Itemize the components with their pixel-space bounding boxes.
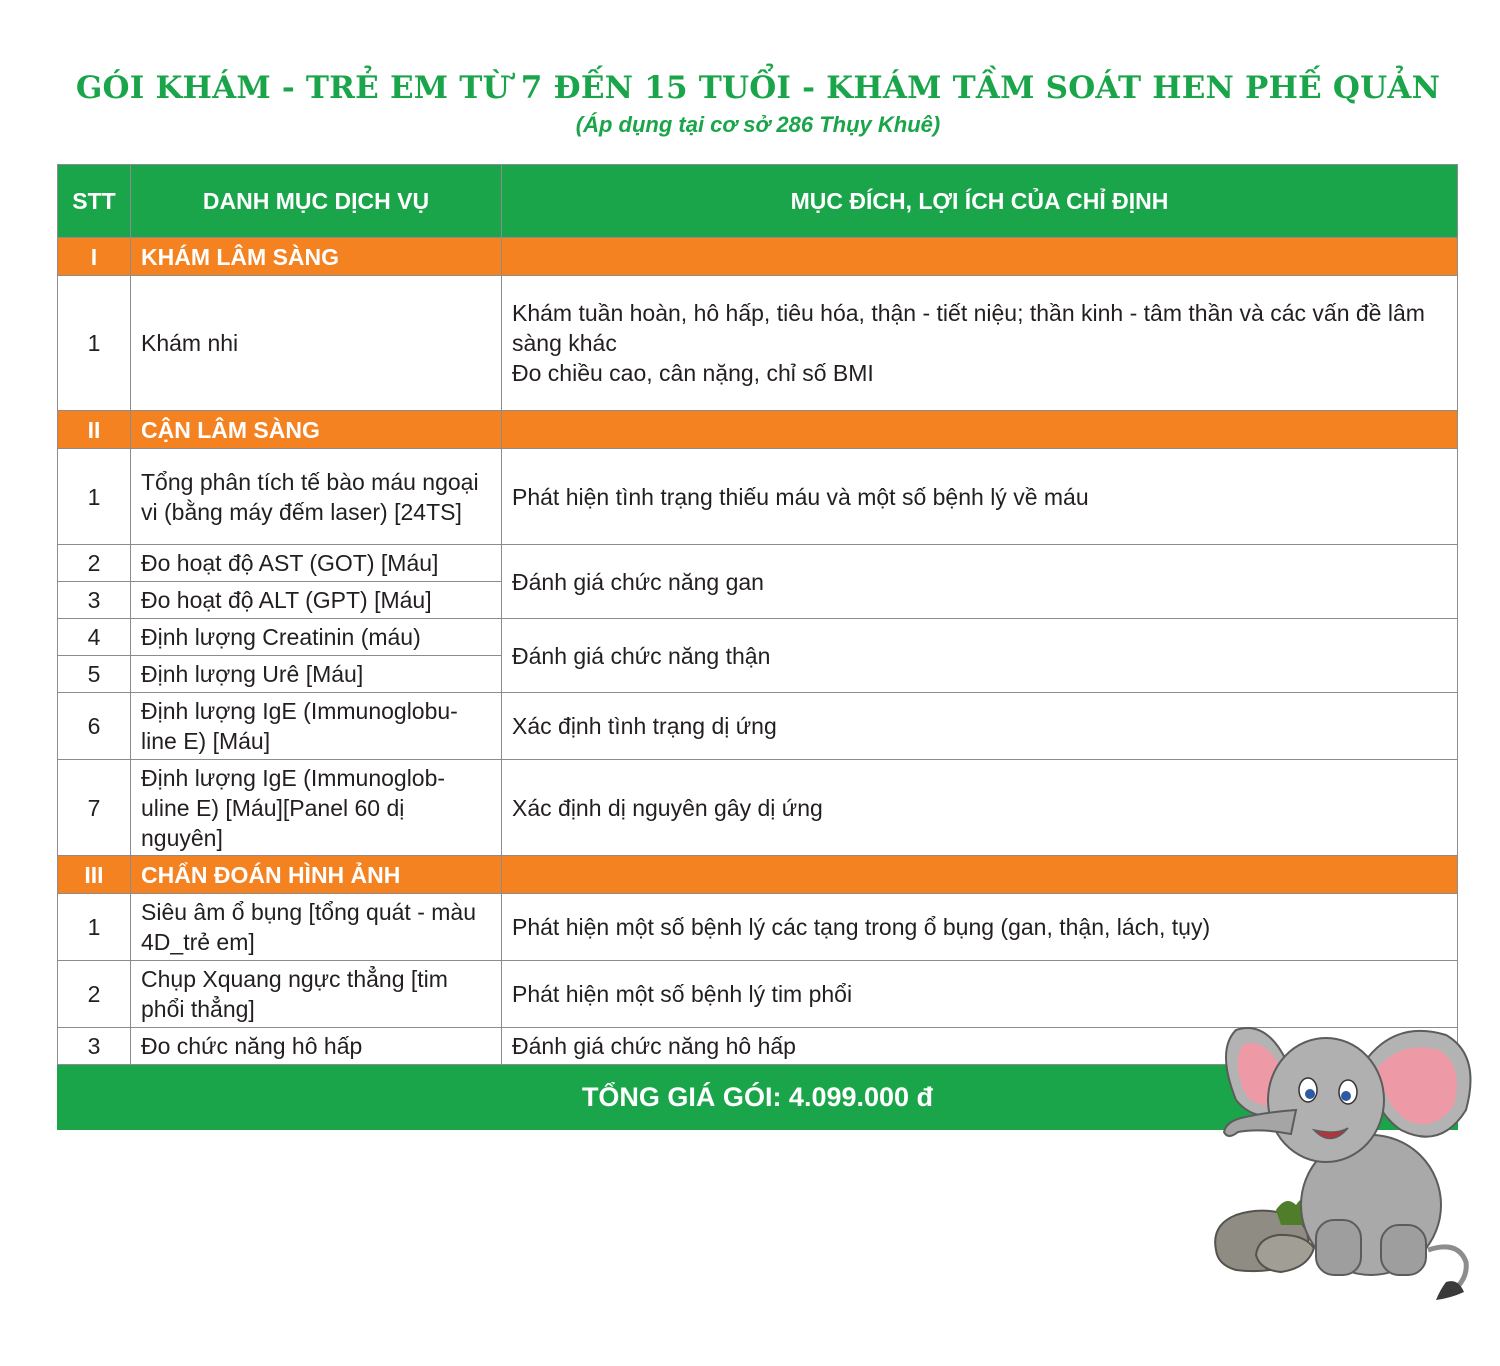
row-stt: 2 [58,961,131,1028]
service-table [57,164,1458,1130]
table-row [58,760,1458,856]
section-title: CẬN LÂM SÀNG [131,411,502,449]
section-number: III [58,856,131,894]
table-row [58,545,1458,582]
row-service: Khám nhi [131,276,502,411]
section-row-clinical [58,238,1458,276]
row-service: Đo hoạt độ AST (GOT) [Máu] [131,545,502,582]
row-stt: 4 [58,619,131,656]
section-empty-cell [502,411,1458,449]
total-price: TỔNG GIÁ GÓI: 4.099.000 đ [58,1065,1458,1130]
row-service: Tổng phân tích tế bào máu ngoại vi (bằng máy đếm laser) [24TS] [131,449,502,545]
row-stt: 6 [58,693,131,760]
section-title: CHẨN ĐOÁN HÌNH ẢNH [131,856,502,894]
purpose-line: Khám tuần hoàn, hô hấp, tiêu hóa, thận - tiết niệu; thần kinh - tâm thần và các vấn đề lâm sàng khác [512,300,1425,356]
row-stt: 2 [58,545,131,582]
row-stt: 1 [58,894,131,961]
row-service: Định lượng Urê [Máu] [131,656,502,693]
row-stt: 1 [58,449,131,545]
row-stt: 1 [58,276,131,411]
row-stt: 3 [58,1028,131,1065]
row-service: Định lượng IgE (Immunoglobu-line E) [Máu] [131,693,502,760]
section-title: KHÁM LÂM SÀNG [131,238,502,276]
row-purpose: Đánh giá chức năng thận [502,619,1458,693]
section-empty-cell [502,238,1458,276]
table-row [58,276,1458,411]
table-row [58,693,1458,760]
purpose-line: Đo chiều cao, cân nặng, chỉ số BMI [512,360,874,386]
table-header-row [58,165,1458,238]
section-empty-cell [502,856,1458,894]
row-service: Đo chức năng hô hấp [131,1028,502,1065]
table-row [58,894,1458,961]
row-purpose: Phát hiện một số bệnh lý tim phổi [502,961,1458,1028]
table-row [58,449,1458,545]
section-row-imaging [58,856,1458,894]
row-service: Chụp Xquang ngực thẳng [tim phổi thẳng] [131,961,502,1028]
section-row-paraclinical [58,411,1458,449]
row-purpose [502,276,1458,411]
section-number: I [58,238,131,276]
row-purpose: Đánh giá chức năng hô hấp [502,1028,1458,1065]
elephant-illustration [1196,1000,1486,1300]
row-stt: 3 [58,582,131,619]
row-stt: 5 [58,656,131,693]
header-purpose: MỤC ĐÍCH, LỢI ÍCH CỦA CHỈ ĐỊNH [502,165,1458,238]
section-number: II [58,411,131,449]
row-purpose: Đánh giá chức năng gan [502,545,1458,619]
row-stt: 7 [58,760,131,856]
header-service: DANH MỤC DỊCH VỤ [131,165,502,238]
table-row [58,619,1458,656]
row-purpose: Phát hiện tình trạng thiếu máu và một số bệnh lý về máu [502,449,1458,545]
row-purpose: Xác định dị nguyên gây dị ứng [502,760,1458,856]
row-service: Siêu âm ổ bụng [tổng quát - màu 4D_trẻ em] [131,894,502,961]
row-service: Đo hoạt độ ALT (GPT) [Máu] [131,582,502,619]
row-service: Định lượng Creatinin (máu) [131,619,502,656]
package-subtitle: (Áp dụng tại cơ sở 286 Thụy Khuê) [575,112,941,137]
header-stt: STT [58,165,131,238]
package-title: GÓI KHÁM - TRẺ EM TỪ 7 ĐẾN 15 TUỔI - KHÁM TẦM SOÁT HEN PHẾ QUẢN [75,70,1441,106]
row-purpose: Xác định tình trạng dị ứng [502,693,1458,760]
row-service: Định lượng IgE (Immunoglob-uline E) [Máu][Panel 60 dị nguyên] [131,760,502,856]
row-purpose: Phát hiện một số bệnh lý các tạng trong ổ bụng (gan, thận, lách, tụy) [502,894,1458,961]
